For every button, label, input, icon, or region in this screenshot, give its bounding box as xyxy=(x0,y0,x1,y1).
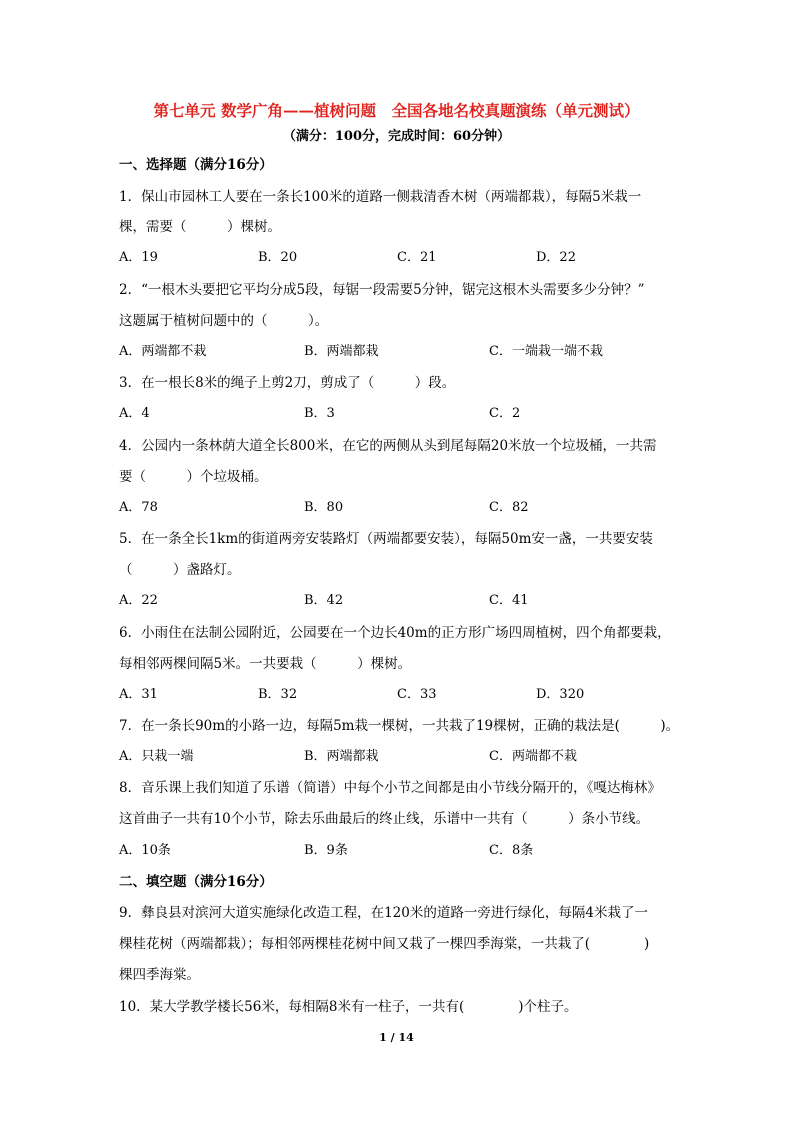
question-4-option-c: C．82 xyxy=(489,500,529,515)
question-4-line-1: 4．公园内一条林荫大道全长800米，在它的两侧从头到尾每隔20米放一个垃圾桶，一共需 xyxy=(119,438,657,454)
question-5-line-2: （ ）盏路灯。 xyxy=(119,562,241,578)
question-1-option-a: A．19 xyxy=(119,250,158,265)
question-8-option-c: C．8条 xyxy=(489,843,534,858)
question-6-option-d: D．320 xyxy=(536,687,585,702)
page-title: 第七单元 数学广角——植树问题 全国各地名校真题演练（单元测试） xyxy=(153,101,640,120)
question-3-line-1: 3．在一根长8米的绳子上剪2刀，剪成了（ ）段。 xyxy=(119,375,456,391)
question-4-option-b: B．80 xyxy=(304,500,344,515)
question-3-option-c: C．2 xyxy=(489,406,521,421)
question-1-option-d: D．22 xyxy=(536,250,576,265)
question-6-option-b: B．32 xyxy=(258,687,298,702)
question-8-line-2: 这首曲子一共有10个小节，除去乐曲最后的终止线，乐谱中一共有（ ）条小节线。 xyxy=(119,811,650,827)
question-8-line-1: 8．音乐课上我们知道了乐谱（简谱）中每个小节之间都是由小节线分隔开的，《嘎达梅林》 xyxy=(119,780,661,796)
question-4-line-2: 要（ ）个垃圾桶。 xyxy=(119,469,268,485)
question-7-option-b: B．两端都栽 xyxy=(304,749,379,764)
question-1-option-b: B．20 xyxy=(258,250,298,265)
question-1-line-2: 棵，需要（ ）棵树。 xyxy=(119,219,281,235)
question-2-line-2: 这题属于植树问题中的（ ）。 xyxy=(119,313,329,329)
question-3-option-a: A．4 xyxy=(119,406,150,421)
page-subtitle: （满分：100分，完成时间：60分钟） xyxy=(282,129,511,144)
question-1-line-1: 1．保山市园林工人要在一条长100米的道路一侧栽清香木树（两端都栽），每隔5米栽一 xyxy=(119,189,642,205)
question-6-option-a: A．31 xyxy=(119,687,158,702)
section-heading-choice: 一、选择题（满分16分） xyxy=(119,157,273,173)
question-6-line-1: 6．小雨住在法制公园附近，公园要在一个边长40m的正方形广场四周植树，四个角都要栽， xyxy=(119,625,671,641)
question-5-option-a: A．22 xyxy=(119,593,158,608)
question-3-option-b: B．3 xyxy=(304,406,335,421)
question-5-option-b: B．42 xyxy=(304,593,344,608)
question-9-line-3: 棵四季海棠。 xyxy=(119,967,200,983)
question-7-option-a: A．只栽一端 xyxy=(119,749,194,764)
question-9-line-1: 9．彝良县对滨河大道实施绿化改造工程，在120米的道路一旁进行绿化，每隔4米栽了一 xyxy=(119,905,648,921)
page-number: 1 / 14 xyxy=(379,1031,414,1044)
question-1-option-c: C．21 xyxy=(397,250,437,265)
question-4-option-a: A．78 xyxy=(119,500,158,515)
question-6-option-c: C．33 xyxy=(397,687,437,702)
question-8-option-a: A．10条 xyxy=(119,843,171,858)
question-10-line-1: 10．某大学教学楼长56米，每相隔8米有一柱子，一共有( )个柱子。 xyxy=(119,999,578,1015)
question-7-line-1: 7．在一条长90m的小路一边，每隔5m栽一棵树，一共栽了19棵树，正确的栽法是( )。 xyxy=(119,718,680,734)
question-9-line-2: 棵桂花树（两端都栽）；每相邻两棵桂花树中间又栽了一棵四季海棠，一共栽了( ) xyxy=(119,936,650,952)
question-5-line-1: 5．在一条全长1km的街道两旁安装路灯（两端都要安装），每隔50m安一盏，一共要安装 xyxy=(119,531,653,547)
question-2-line-1: 2．“一根木头要把它平均分成5段，每锯一段需要5分钟，锯完这根木头需要多少分钟？” xyxy=(119,282,645,298)
question-7-option-c: C．两端都不栽 xyxy=(489,749,577,764)
question-2-option-c: C．一端栽一端不栽 xyxy=(489,344,603,359)
question-6-line-2: 每相邻两棵间隔5米。一共要栽（ ）棵树。 xyxy=(119,656,412,672)
question-5-option-c: C．41 xyxy=(489,593,529,608)
question-2-option-a: A．两端都不栽 xyxy=(119,344,207,359)
section-heading-fill: 二、填空题（满分16分） xyxy=(119,874,273,890)
question-8-option-b: B．9条 xyxy=(304,843,348,858)
question-2-option-b: B．两端都栽 xyxy=(304,344,379,359)
